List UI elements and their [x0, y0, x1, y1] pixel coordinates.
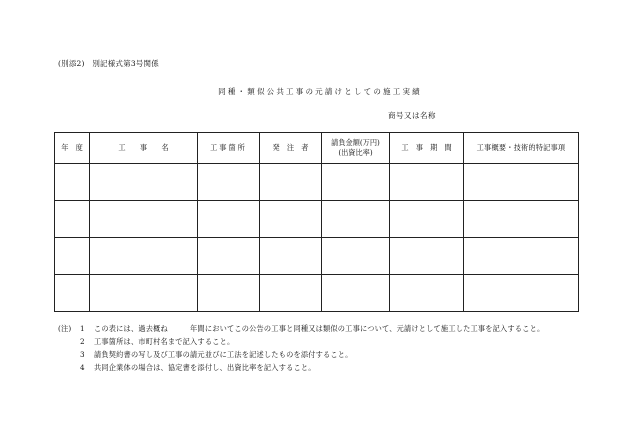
table-header-row [55, 133, 579, 164]
cell-contract-amount[interactable] [322, 238, 390, 275]
cell-overview[interactable] [464, 275, 579, 312]
investment-ratio-label: (出資比率) [338, 148, 373, 157]
note-text: 共同企業体の場合は、協定書を添付し、出資比率を記入すること。 [94, 363, 316, 372]
table-row [55, 275, 579, 312]
cell-contract-amount[interactable] [322, 164, 390, 201]
note-number: 3 [80, 350, 85, 359]
cell-overview[interactable] [464, 201, 579, 238]
cell-year[interactable] [55, 238, 90, 275]
column-header-project-name: 工 事 名 [90, 133, 198, 164]
cell-location[interactable] [198, 275, 260, 312]
note-text: 工事箇所は、市町村名まで記入すること。 [94, 337, 235, 346]
cell-project-name[interactable] [90, 201, 198, 238]
performance-record-table [54, 132, 579, 312]
column-header-year: 年 度 [55, 133, 90, 164]
cell-project-name[interactable] [90, 275, 198, 312]
cell-client[interactable] [260, 238, 322, 275]
table-row [55, 238, 579, 275]
note-number: 1 [80, 324, 85, 333]
note-text: 請負契約書の写し及び工事の請元並びに工法を記述したものを添付すること。 [94, 350, 353, 359]
cell-location[interactable] [198, 238, 260, 275]
cell-contract-amount[interactable] [322, 201, 390, 238]
cell-year[interactable] [55, 164, 90, 201]
note-item [58, 335, 588, 348]
note-item [58, 361, 588, 374]
column-header-location: 工事箇所 [198, 133, 260, 164]
cell-client[interactable] [260, 164, 322, 201]
note-text: この表には、過去概ね 年間においてこの公告の工事と同種又は類似の工事について、元請けとして施工した工事を記入すること。 [94, 324, 545, 333]
contract-amount-label: 請負金額(万円) [331, 138, 380, 147]
note-number: 4 [80, 363, 85, 372]
document-title: 同種・類似公共工事の元請けとしての施工実績 [218, 87, 422, 96]
column-header-client: 発 注 者 [260, 133, 322, 164]
trade-name-label: 商号又は名称 [388, 111, 436, 120]
table-row [55, 164, 579, 201]
cell-overview[interactable] [464, 164, 579, 201]
notes-section [58, 322, 588, 374]
cell-year[interactable] [55, 201, 90, 238]
cell-contract-amount[interactable] [322, 275, 390, 312]
cell-location[interactable] [198, 164, 260, 201]
note-item [58, 322, 588, 335]
cell-location[interactable] [198, 201, 260, 238]
cell-period[interactable] [390, 238, 464, 275]
note-item [58, 348, 588, 361]
cell-project-name[interactable] [90, 164, 198, 201]
cell-period[interactable] [390, 201, 464, 238]
cell-year[interactable] [55, 275, 90, 312]
cell-overview[interactable] [464, 238, 579, 275]
cell-period[interactable] [390, 164, 464, 201]
column-header-overview: 工事概要・技術的特記事項 [464, 133, 579, 164]
column-header-period: 工 事 期 間 [390, 133, 464, 164]
cell-client[interactable] [260, 275, 322, 312]
cell-period[interactable] [390, 275, 464, 312]
notes-prefix: (注) [58, 324, 72, 333]
note-number: 2 [80, 337, 85, 346]
column-header-contract-amount [322, 133, 390, 164]
form-reference: (別添2) 別記様式第3号関係 [58, 59, 159, 68]
cell-client[interactable] [260, 201, 322, 238]
cell-project-name[interactable] [90, 238, 198, 275]
table-row [55, 201, 579, 238]
